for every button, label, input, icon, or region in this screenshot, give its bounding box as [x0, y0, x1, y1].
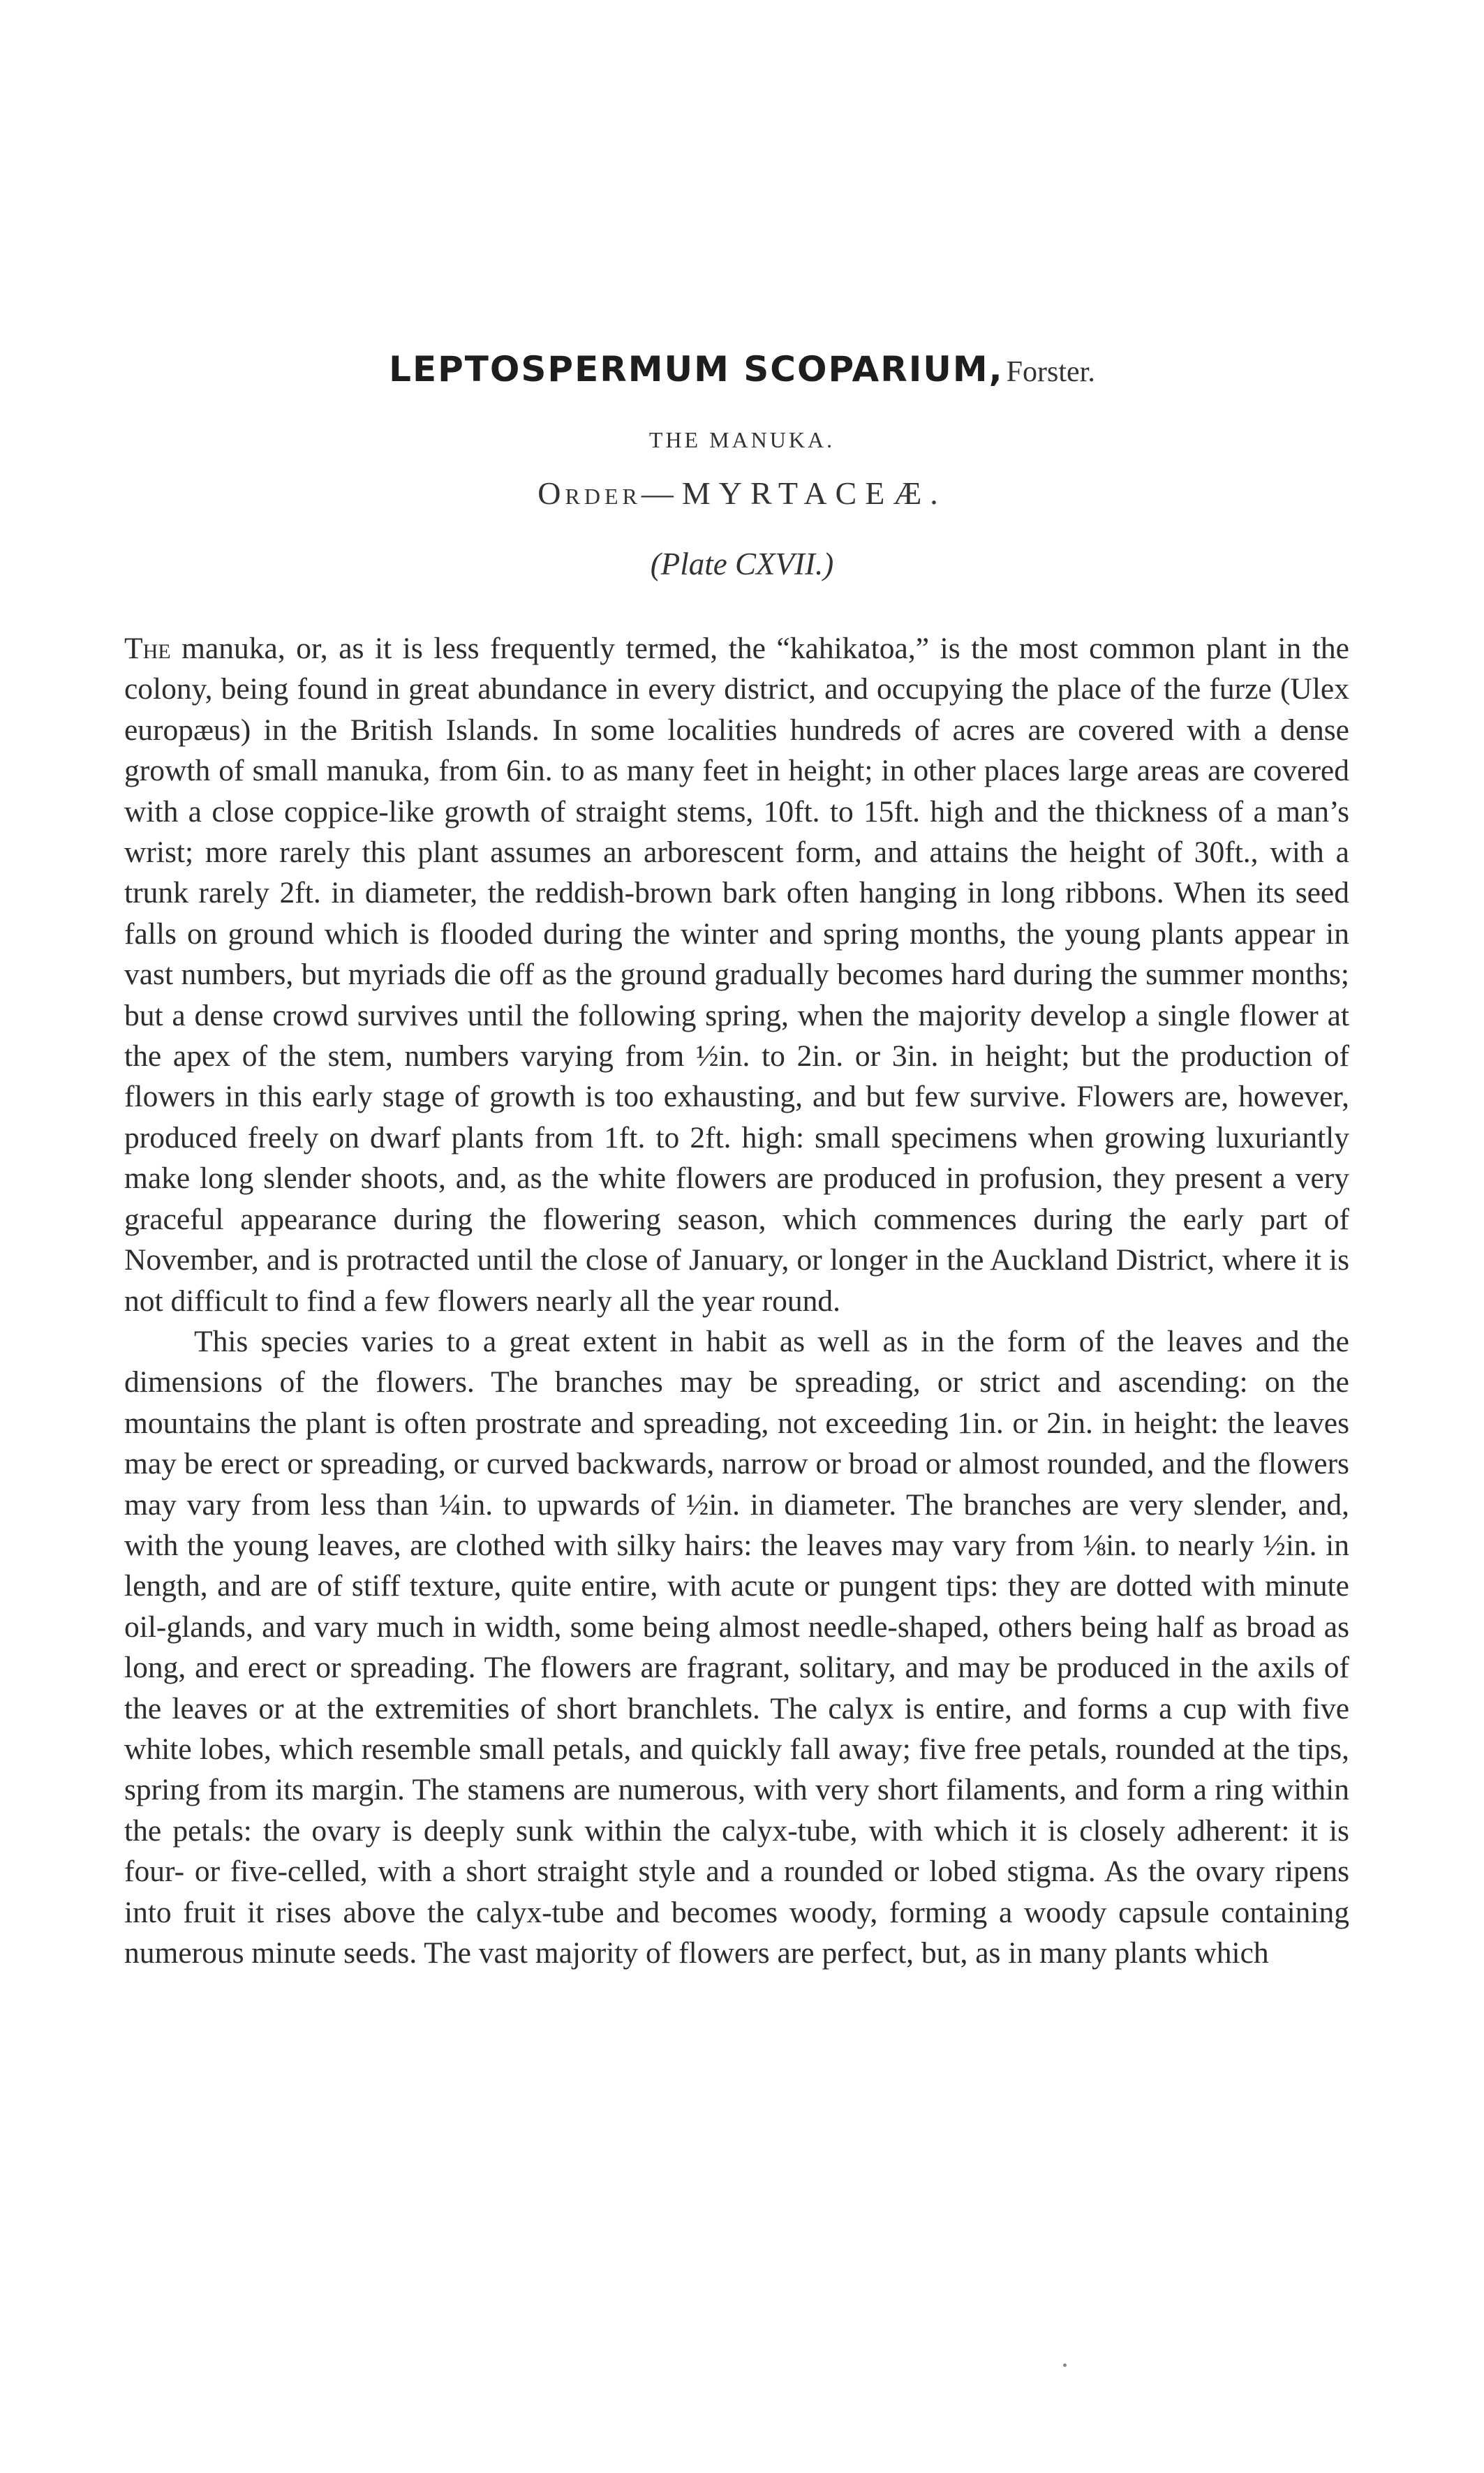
species-author: Forster. — [1006, 356, 1095, 388]
stray-mark — [1063, 2363, 1067, 2367]
common-name: THE MANUKA. — [648, 427, 836, 452]
species-name: LEPTOSPERMUM SCOPARIUM, — [389, 349, 1004, 389]
paragraph-1-text: manuka, or, as it is less frequently termed, the “kahikatoa,” is the most common plant in the colony, being found in great abundance in every district, and occupying the place of the furze (Ulex europæus) in the British Islands. In some localities hundreds of acres are covered with a dense growth of small manuka, from 6in. to as many feet in height; in other places large areas are covered with a close coppice-like growth of straight stems, 10ft. to 15ft. high and the thickness of a man’s wrist; more rarely this plant assumes an arborescent form, and attains the height of 30ft., with a trunk rarely 2ft. in diameter, the reddish-brown bark often hanging in long ribbons. When its seed falls on ground which is flooded during the winter and spring months, the young plants appear in vast numbers, but myriads die off as the ground gradually becomes hard during the summer months; but a dense crowd survives until the following spring, when the majority develop a single flower at the apex of the stem, numbers varying from ½in. to 2in. or 3in. in height; but the production of flowers in this early stage of growth is too exhausting, and but few survive. Flowers are, however, produced freely on dwarf plants from 1ft. to 2ft. high: small specimens when growing luxuriantly make long slender shoots, and, as the white flowers are produced in profusion, they present a very graceful appearance during the flowering season, which commences during the early part of November, and is protracted until the close of January, or longer in the Auckland District, where it is not difficult to find a few flowers nearly all the year round. — [124, 632, 1349, 1318]
body-text — [124, 628, 1349, 1973]
paragraph-2: This species varies to a great extent in habit as well as in the form of the leaves and the dimensions of the flowers. The branches may be spreading, or strict and ascending: on the mountains the plant is often prostrate and spreading, not exceeding 1in. or 2in. in height: the leaves may be erect or spreading, or curved backwards, narrow or broad or almost rounded, and the flowers may vary from less than ¼in. to upwards of ½in. in diameter. The branches are very slender, and, with the young leaves, are clothed with silky hairs: the leaves may vary from ⅛in. to nearly ½in. in length, and are of stiff texture, quite entire, with acute or pungent tips: they are dotted with minute oil-glands, and vary much in width, some being almost needle-shaped, others being half as broad as long, and erect or spreading. The flowers are fragrant, solitary, and may be produced in the axils of the leaves or at the extremities of short branchlets. The calyx is entire, and forms a cup with five white lobes, which resemble small petals, and quickly fall away; five free petals, rounded at the tips, spring from its margin. The stamens are numerous, with very short filaments, and form a ring within the petals: the ovary is deeply sunk within the calyx-tube, with which it is closely adherent: it is four- or five-celled, with a short straight style and a rounded or lobed stigma. As the ovary ripens into fruit it rises above the calyx-tube and becomes woody, forming a woody capsule containing numerous minute seeds. The vast majority of flowers are perfect, but, as in many plants which — [124, 1324, 1349, 1970]
order-name: MYRTACEÆ. — [681, 475, 947, 511]
paragraph-1 — [124, 628, 1349, 1321]
plate-reference: (Plate CXVII.) — [650, 547, 834, 581]
order-label: Order — [537, 475, 641, 511]
order-separator: — — [641, 475, 682, 511]
species-title — [0, 349, 1484, 389]
order-heading — [0, 475, 1484, 512]
paragraph-1-lead-word: The — [124, 632, 171, 665]
